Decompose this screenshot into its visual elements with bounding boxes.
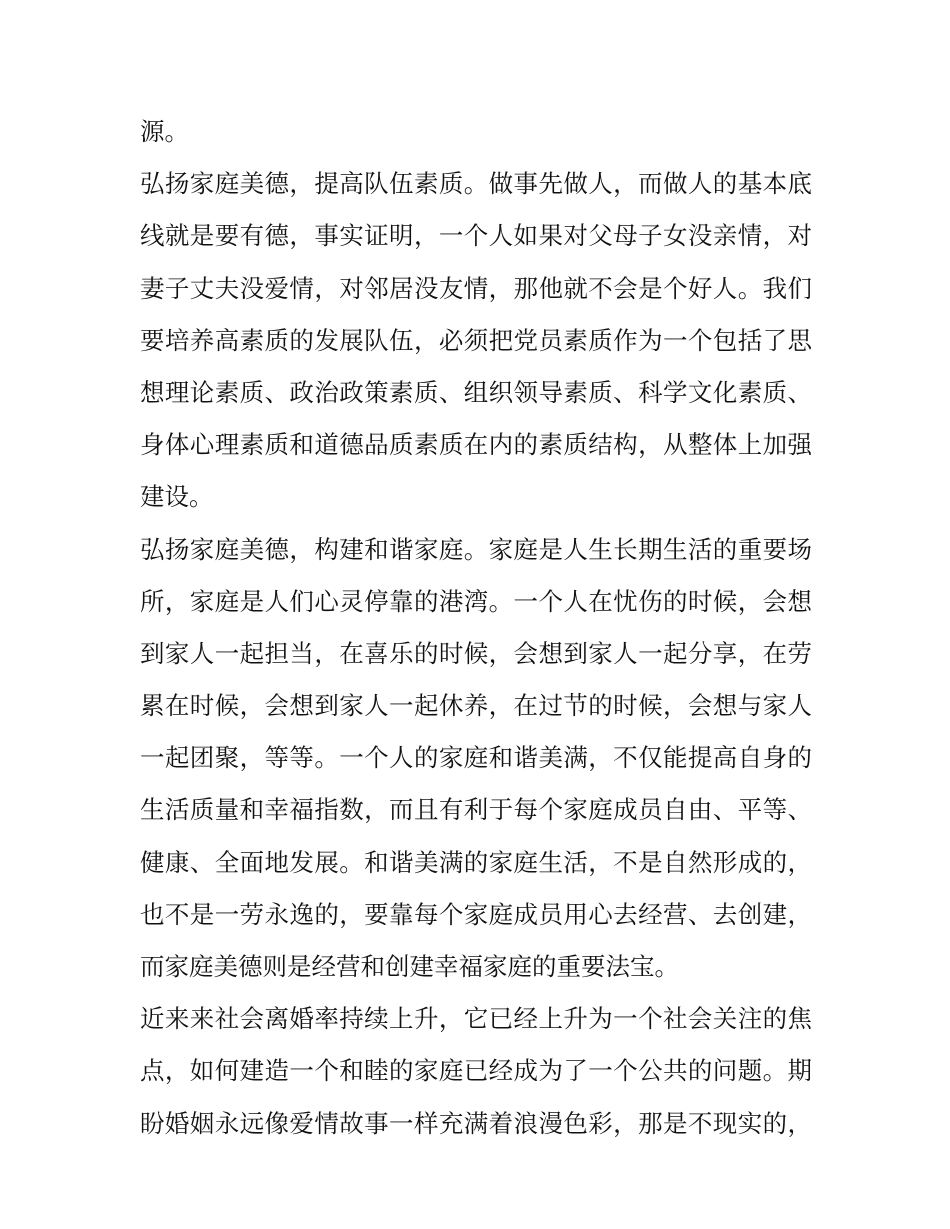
text-line: 弘扬家庭美德，提高队伍素质。做事先做人，而做人的基本底 xyxy=(140,169,812,199)
text-line: 点，如何建造一个和睦的家庭已经成为了一个公共的问题。期 xyxy=(140,1056,812,1086)
text-line: 盼婚姻永远像爱情故事一样充满着浪漫色彩，那是不现实的， xyxy=(140,1108,812,1138)
text-line: 源。 xyxy=(140,117,189,146)
text-line: 也不是一劳永逸的，要靠每个家庭成员用心去经营、去创建， xyxy=(140,899,812,929)
text-line: 所，家庭是人们心灵停靠的港湾。一个人在忧伤的时候，会想 xyxy=(140,586,812,616)
text-line: 线就是要有德，事实证明，一个人如果对父母子女没亲情，对 xyxy=(140,221,812,251)
text-line: 而家庭美德则是经营和创建幸福家庭的重要法宝。 xyxy=(140,952,679,981)
text-line: 弘扬家庭美德，构建和谐家庭。家庭是人生长期生活的重要场 xyxy=(140,534,812,564)
text-line: 想理论素质、政治政策素质、组织领导素质、科学文化素质、 xyxy=(140,377,812,407)
text-line: 累在时候，会想到家人一起休养，在过节的时候，会想与家人 xyxy=(140,691,812,721)
text-line: 一起团聚，等等。一个人的家庭和谐美满，不仅能提高自身的 xyxy=(140,743,812,773)
text-line: 到家人一起担当，在喜乐的时候，会想到家人一起分享，在劳 xyxy=(140,638,812,668)
text-line: 妻子丈夫没爱情，对邻居没友情，那他就不会是个好人。我们 xyxy=(140,273,812,303)
text-line: 要培养高素质的发展队伍，必须把党员素质作为一个包括了思 xyxy=(140,325,812,355)
text-line: 身体心理素质和道德品质素质在内的素质结构，从整体上加强 xyxy=(140,430,812,460)
text-line: 健康、全面地发展。和谐美满的家庭生活，不是自然形成的， xyxy=(140,847,812,877)
body-text xyxy=(140,106,812,1150)
text-line: 生活质量和幸福指数，而且有利于每个家庭成员自由、平等、 xyxy=(140,795,812,825)
text-line: 近来来社会离婚率持续上升，它已经上升为一个社会关注的焦 xyxy=(140,1004,812,1034)
text-line: 建设。 xyxy=(140,482,214,512)
